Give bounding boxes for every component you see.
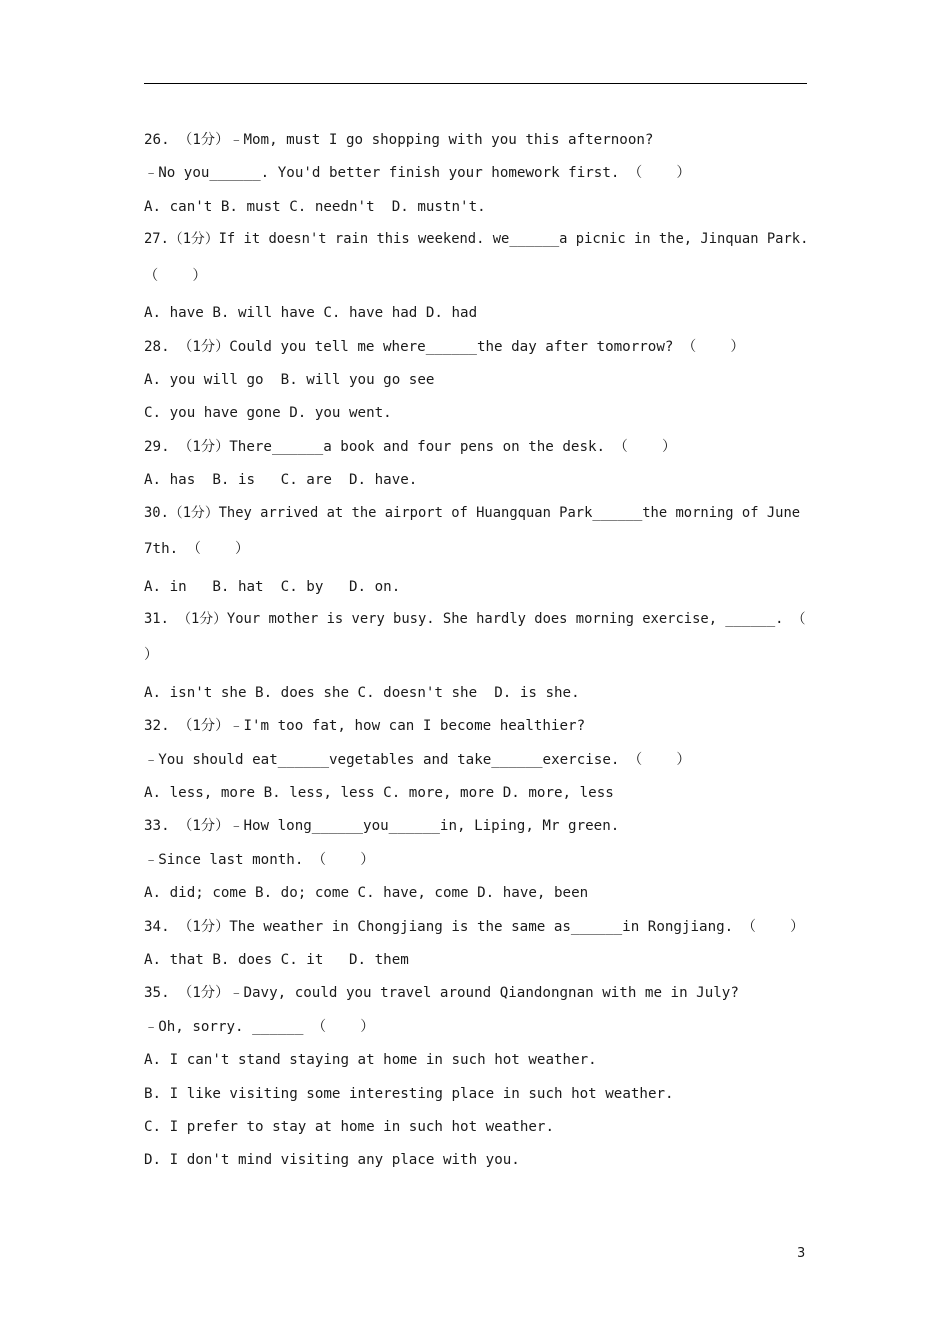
question-33-stem: 33. （1分）﹣How long______you______in, Liping, Mr green. (144, 818, 620, 835)
question-29-options: A. has B. is C. are D. have. (144, 472, 418, 489)
question-31-bracket: ） (144, 647, 159, 664)
question-29-stem: 29. （1分）There______a book and four pens on the desk. （ ） (144, 438, 677, 455)
question-30-stem: 30.（1分）They arrived at the airport of Huangquan Park______the morning of June (144, 504, 801, 521)
question-35-answer-line: ﹣Oh, sorry. ______ （ ） (144, 1018, 375, 1035)
page-number: 3 (797, 1246, 806, 1261)
header-rule (144, 83, 807, 84)
question-33-options: A. did; come B. do; come C. have, come D. have, been (144, 885, 589, 902)
question-28-stem: 28. （1分）Could you tell me where______the day after tomorrow? （ ） (144, 338, 745, 355)
question-32-stem: 32. （1分）﹣I'm too fat, how can I become healthier? (144, 718, 586, 735)
question-34-options: A. that B. does C. it D. them (144, 952, 409, 969)
question-34-stem: 34. （1分）The weather in Chongjiang is the same as______in Rongjiang. （ ） (144, 918, 805, 935)
question-28-options-a-b: A. you will go B. will you go see (144, 371, 435, 388)
question-35-stem: 35. （1分）﹣Davy, could you travel around Qiandongnan with me in July? (144, 985, 739, 1002)
question-33-answer-line: ﹣Since last month. （ ） (144, 851, 375, 868)
question-32-answer-line: ﹣You should eat______vegetables and take______exercise. （ ） (144, 751, 691, 768)
question-35-option-a: A. I can't stand staying at home in such hot weather. (144, 1052, 597, 1069)
question-26-stem: 26. （1分）﹣Mom, must I go shopping with you this afternoon? (144, 132, 654, 148)
question-27-bracket: （ ） (144, 267, 207, 284)
question-26-options: A. can't B. must C. needn't D. mustn't. (144, 198, 486, 215)
question-35-option-d: D. I don't mind visiting any place with you. (144, 1152, 520, 1169)
question-27-stem: 27.（1分）If it doesn't rain this weekend. we______a picnic in the, Jinquan Park. (144, 231, 809, 248)
exam-questions (144, 124, 809, 1178)
question-35-option-b: B. I like visiting some interesting place in such hot weather. (144, 1085, 674, 1102)
question-31-stem: 31. （1分）Your mother is very busy. She hardly does morning exercise, ______. （ (144, 610, 806, 627)
question-27-options: A. have B. will have C. have had D. had (144, 305, 478, 322)
question-26-answer-line: ﹣No you______. You'd better finish your homework first. （ ） (144, 165, 691, 182)
question-32-options: A. less, more B. less, less C. more, more D. more, less (144, 785, 614, 802)
question-30-stem-continued: 7th. （ ） (144, 541, 250, 558)
question-35-option-c: C. I prefer to stay at home in such hot weather. (144, 1118, 554, 1135)
question-28-options-c-d: C. you have gone D. you went. (144, 405, 392, 422)
question-30-options: A. in B. hat C. by D. on. (144, 578, 401, 595)
question-31-options: A. isn't she B. does she C. doesn't she D. is she. (144, 684, 580, 701)
